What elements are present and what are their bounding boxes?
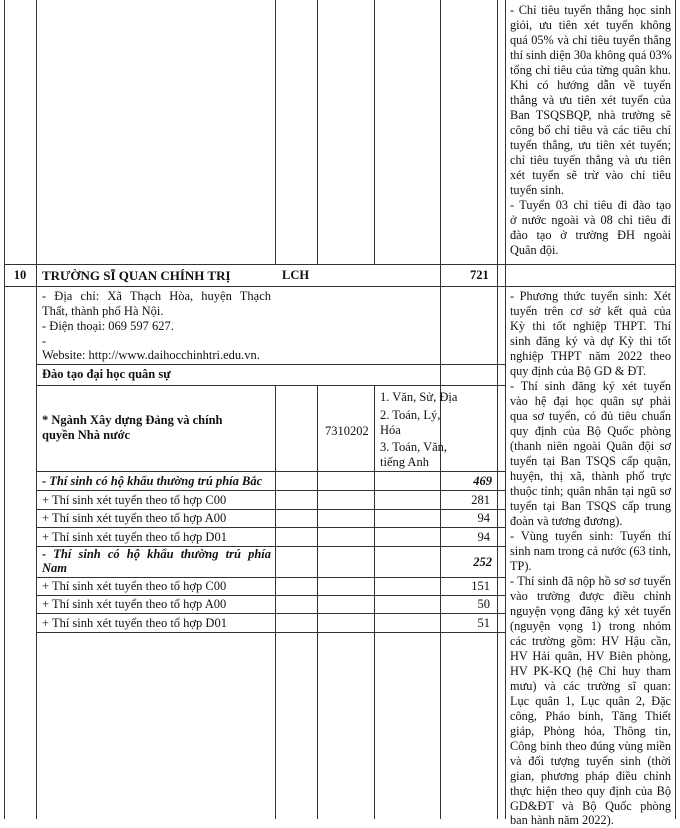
note-line: sinh nam trong cả nước (63 tỉnh, xyxy=(510,544,671,558)
top-note-line: xét tuyển sẽ trừ vào chỉ tiêu xyxy=(510,168,671,182)
top-note-line: quá 05% và chỉ tiêu tuyển thẳng xyxy=(510,33,671,47)
quota-label: + Thí sinh xét tuyển theo tổ hợp D01 xyxy=(42,616,227,630)
note-line: giáp, Phòng hóa, Thông tin, xyxy=(510,724,671,738)
major-code: 7310202 xyxy=(325,424,369,438)
quota-label-south: - Thí sinh có hộ khẩu thường trú phía xyxy=(42,547,271,561)
top-note-line: - Chỉ tiêu tuyển thẳng học sinh xyxy=(510,3,671,17)
col-line-0 xyxy=(4,0,5,819)
row-line-d xyxy=(36,385,506,386)
note-line: thuộc tỉnh; quân nhân tại ngũ sơ xyxy=(510,484,671,498)
note-line: tuyển tại Ban TSQS cấp trung xyxy=(510,499,671,513)
quota-value: 94 xyxy=(477,511,490,525)
col-line-2 xyxy=(275,0,276,264)
note-line: quy định của Bộ Quốc phòng xyxy=(510,424,671,438)
note-line: nguyện vọng đăng ký xét tuyển xyxy=(510,604,671,618)
note-line: vào trường được điều chỉnh xyxy=(510,589,671,603)
row-line-f xyxy=(36,490,506,491)
top-note-line: thẳng và ưu tiên xét tuyển của xyxy=(510,93,671,107)
note-line: Kỳ thi tốt nghiệp THPT. Thí xyxy=(510,319,671,333)
quota-value-south: 252 xyxy=(473,555,492,569)
note-line: Công binh theo đúng vùng miền xyxy=(510,739,671,753)
quota-label-north: - Thí sinh có hộ khẩu thường trú phía Bắc xyxy=(42,474,263,488)
col-line-8 xyxy=(675,0,676,819)
note-line: mưu) và các trường sĩ quan: xyxy=(510,679,671,693)
quota-value: 151 xyxy=(471,579,490,593)
col-line-7 xyxy=(505,0,506,819)
quota-value: 281 xyxy=(471,493,490,507)
row-line-e xyxy=(36,471,506,472)
note-line: và đối tượng tuyển sinh (thời xyxy=(510,754,671,768)
top-note-line: Quân đội. xyxy=(510,243,559,257)
school-stt: 10 xyxy=(13,268,27,282)
school-dash: - xyxy=(42,334,47,348)
quota-label: + Thí sinh xét tuyển theo tổ hợp C00 xyxy=(42,493,227,507)
top-note-line: công bố chỉ tiêu và các tiêu chí xyxy=(510,123,671,137)
note-line: đoàn và tương đương). xyxy=(510,514,623,528)
school-name: TRƯỜNG SĨ QUAN CHÍNH TRỊ xyxy=(42,268,231,283)
school-code: LCH xyxy=(282,268,310,282)
combo-line: Hóa xyxy=(380,423,401,437)
top-note-line: thí sinh diện 30a không quá 03% xyxy=(510,48,672,62)
quota-value: 94 xyxy=(477,530,490,544)
quota-label: + Thí sinh xét tuyển theo tổ hợp C00 xyxy=(42,579,227,593)
note-line: gian, phương pháp điều chỉnh xyxy=(510,769,671,783)
school-total: 721 xyxy=(470,268,489,282)
quota-value: 50 xyxy=(477,597,490,611)
note-line: Lục quân 1, Lục quân 2, Đặc xyxy=(510,694,671,708)
note-line: (nguyện vọng 1) trong nhóm xyxy=(510,619,671,633)
row-line-k xyxy=(36,595,506,596)
school-address: - Địa chỉ: Xã Thạch Hòa, huyện Thạch xyxy=(42,289,271,303)
top-note-line: chỉ tiêu tuyển thẳng và ưu tiên xyxy=(510,153,671,167)
note-line: - Phương thức tuyển sinh: Xét xyxy=(510,289,671,303)
col-line-3b xyxy=(317,385,318,819)
note-line: nghiệp THPT năm 2022 theo xyxy=(510,349,671,363)
row-line-b xyxy=(4,286,676,287)
note-line: - Thí sinh đã nộp hồ sơ sơ tuyển xyxy=(510,574,671,588)
top-note-line: Ban TSQSBQP, nhà trường sẽ xyxy=(510,108,671,122)
major-name: * Ngành Xây dựng Đảng và chính xyxy=(42,413,223,427)
quota-value-north: 469 xyxy=(473,474,492,488)
top-note-line: tổng chỉ tiêu của từng quân khu. xyxy=(510,63,671,77)
top-note-line: Khi có hướng dẫn về tuyển xyxy=(510,78,671,92)
top-note-line: giỏi, ưu tiên xét tuyển không xyxy=(510,18,671,32)
combo-line: 2. Toán, Lý, xyxy=(380,408,441,422)
note-line: GD&ĐT và Bộ Quốc phòng xyxy=(510,799,671,813)
note-line: - Thí sinh đăng ký xét tuyển xyxy=(510,379,671,393)
note-line: TP). xyxy=(510,559,532,573)
note-line: tuyển trên cơ sở kết quả của xyxy=(510,304,671,318)
combo-line: 1. Văn, Sử, Địa xyxy=(380,390,458,404)
row-line-a xyxy=(4,264,676,265)
col-line-4b xyxy=(374,385,375,819)
note-line: vào hệ đại học quân sự phải xyxy=(510,394,671,408)
school-address-cont: Thất, thành phố Hà Nội. xyxy=(42,304,164,318)
quota-value: 51 xyxy=(477,616,490,630)
quota-label: + Thí sinh xét tuyển theo tổ hợp A00 xyxy=(42,511,227,525)
col-line-1 xyxy=(36,0,37,819)
top-note-line: - Tuyển 03 chỉ tiêu đi đào tạo xyxy=(510,198,671,212)
col-line-3 xyxy=(317,0,318,264)
note-line: (thanh niên ngoài Quân đội sơ xyxy=(510,439,671,453)
note-line: công, Pháo binh, Tăng Thiết xyxy=(510,709,671,723)
row-line-c xyxy=(36,364,506,365)
col-line-6 xyxy=(497,0,498,819)
col-line-2b xyxy=(275,385,276,819)
note-line: các trường gồm: HV Hậu cần, xyxy=(510,634,671,648)
row-line-g xyxy=(36,509,506,510)
note-line: tuyển tại Ban TSQS cấp quận, xyxy=(510,454,671,468)
note-line: qua sơ tuyển, có đủ tiêu chuẩn xyxy=(510,409,671,423)
combo-line: tiếng Anh xyxy=(380,455,429,469)
school-website[interactable]: Website: http://www.daihocchinhtri.edu.vn. xyxy=(42,348,260,362)
note-line: sinh đăng ký và dự Kỳ thi tốt xyxy=(510,334,671,348)
row-line-h xyxy=(36,527,506,528)
note-line: huyện, thị xã, thành phố trực xyxy=(510,469,671,483)
quota-label: + Thí sinh xét tuyển theo tổ hợp D01 xyxy=(42,530,227,544)
note-line: ban hành năm 2022). xyxy=(510,813,614,827)
note-line: HV Hải quân, HV Biên phòng, xyxy=(510,649,671,663)
note-line: quy định của Bộ GD & ĐT. xyxy=(510,364,647,378)
row-line-j xyxy=(36,577,506,578)
quota-label-south-cont: Nam xyxy=(42,561,67,575)
school-phone: - Điện thoại: 069 597 627. xyxy=(42,319,174,333)
note-line: - Vùng tuyển sinh: Tuyển thí xyxy=(510,529,671,543)
top-note-line: tuyển thẳng, ưu tiên xét tuyển; xyxy=(510,138,671,152)
top-note-line: ở nước ngoài và 08 chỉ tiêu đi xyxy=(510,213,671,227)
major-name-cont: quyền Nhà nước xyxy=(42,428,131,442)
row-line-l xyxy=(36,613,506,614)
col-line-4 xyxy=(374,0,375,264)
top-note-line: đào tạo ở trường ĐH ngoài xyxy=(510,228,671,242)
note-line: HV PK-KQ (hệ Chỉ huy tham xyxy=(510,664,671,678)
row-line-m xyxy=(36,632,506,633)
section-title: Đào tạo đại học quân sự xyxy=(42,367,171,381)
note-line: thực hiện theo quy định của Bộ xyxy=(510,784,671,798)
quota-label: + Thí sinh xét tuyển theo tổ hợp A00 xyxy=(42,597,227,611)
top-note-line: tuyển sinh. xyxy=(510,183,564,197)
combo-line: 3. Toán, Văn, xyxy=(380,440,448,454)
